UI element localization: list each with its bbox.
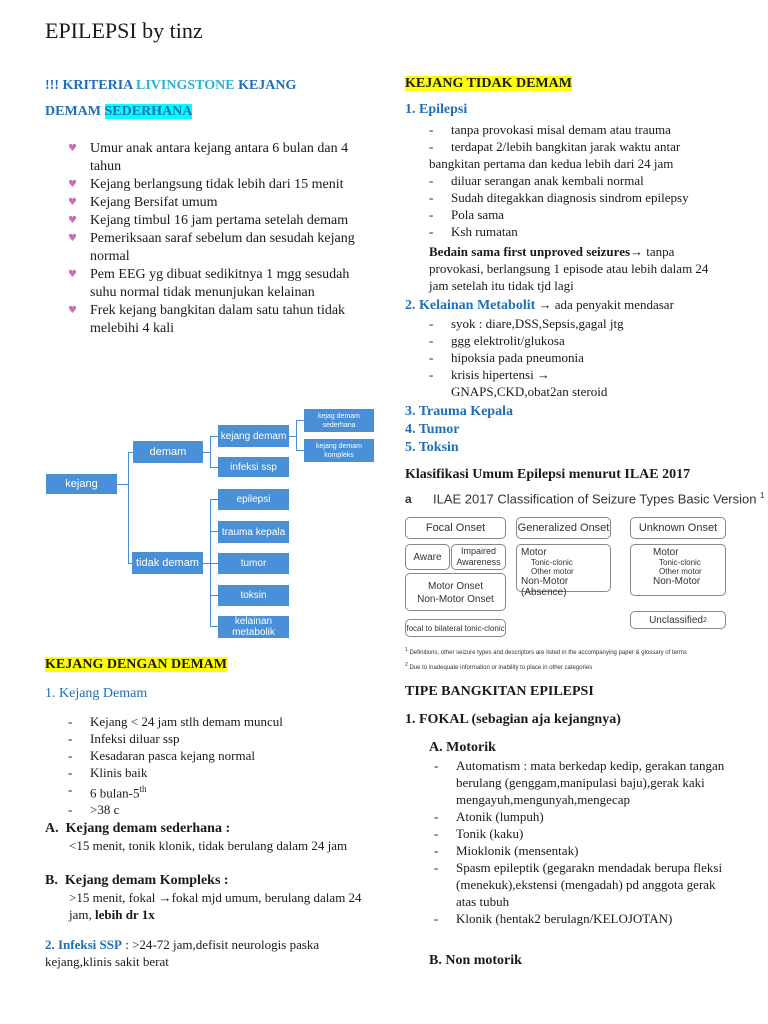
- list-item: - syok : diare,DSS,Sepsis,gagal jtg: [429, 316, 624, 331]
- list-item: ♥ Frek kejang bangkitan dalam satu tahun tidak melebihi 4 kali: [68, 303, 346, 336]
- tumor-title: 4. Tumor: [405, 422, 460, 437]
- nonmotorik-title: B. Non motorik: [429, 953, 522, 968]
- connector: [210, 436, 211, 468]
- unknown-onset-box: Unknown Onset: [630, 517, 726, 539]
- kdd-heading: KEJANG DENGAN DEMAM: [45, 657, 227, 672]
- toksin-title: 5. Toksin: [405, 440, 459, 455]
- aware-box: Aware: [405, 544, 450, 570]
- node-kejang-demam-kompleks: kejang demam kompleks: [304, 439, 374, 462]
- list-item: - 6 bulan-5th: [68, 782, 147, 801]
- ktd-heading: KEJANG TIDAK DEMAM: [405, 76, 572, 91]
- node-kelainan-metabolik: kelainan metabolik: [218, 616, 289, 638]
- kejang-demam-kompleks: B. Kejang demam Kompleks : >15 menit, fokal →fokal mjd umum, berulang dalam 24 jam, lebih dr 1x: [45, 873, 362, 922]
- node-tumor: tumor: [218, 553, 289, 574]
- heart-icon: ♥: [68, 197, 77, 208]
- node-kejang-demam: kejang demam: [218, 425, 289, 447]
- list-item: - Atonik (lumpuh): [434, 809, 544, 824]
- motor-onset-box: Motor Onset Non-Motor Onset: [405, 573, 506, 611]
- connector: [210, 626, 218, 627]
- bedain-text: Bedain sama first unproved seizures→ tanpa provokasi, berlangsung 1 episode atau lebih dalam 24 jam setelah itu tidak tjd lagi: [429, 244, 709, 293]
- generalized-detail-box: Motor Tonic-clonic Other motor Non-Motor (Absence): [516, 544, 611, 592]
- unclassified-box: Unclassified 2: [630, 611, 726, 629]
- kejang-demam-list: [68, 713, 358, 818]
- list-item: - tanpa provokasi misal demam atau trauma: [429, 122, 671, 137]
- heart-icon: ♥: [68, 269, 77, 280]
- epilepsi-title: 1. Epilepsi: [405, 102, 468, 117]
- connector: [210, 531, 218, 532]
- klasifikasi-title: Klasifikasi Umum Epilepsi menurut ILAE 2017: [405, 467, 691, 482]
- connector: [210, 436, 218, 437]
- connector: [210, 595, 218, 596]
- connector: [296, 420, 304, 421]
- tipe-heading: TIPE BANGKITAN EPILEPSI: [405, 684, 594, 699]
- footnote-1: $^1$ Definitions, other seizure types and descriptors are listed in the accompanying paper & glossary of terms: [405, 647, 687, 656]
- focal-to-bilateral-box: focal to bilateral tonic-clonic: [405, 619, 506, 637]
- impaired-awareness-box: Impaired Awareness: [451, 544, 506, 570]
- figure-title: ILAE 2017 Classification of Seizure Types Basic Version $^1$: [433, 491, 765, 507]
- list-item: - Pola sama: [429, 207, 505, 222]
- generalized-onset-box: Generalized Onset: [516, 517, 611, 539]
- node-tidak-demam: tidak demam: [132, 552, 203, 574]
- metabolit-title: 2. Kelainan Metabolit → ada penyakit mendasar: [405, 297, 674, 313]
- heart-icon: ♥: [68, 305, 77, 316]
- list-item: ♥ Kejang berlangsung tidak lebih dari 15 menit: [68, 177, 344, 192]
- page-title: EPILEPSI by tinz: [45, 18, 203, 43]
- list-item: - Infeksi diluar ssp: [68, 731, 180, 746]
- list-item: - Mioklonik (mensentak): [434, 843, 579, 858]
- node-demam: demam: [133, 441, 203, 463]
- node-infeksi-ssp: infeksi ssp: [218, 457, 289, 477]
- list-item: - Tonik (kaku): [434, 826, 524, 841]
- list-item: ♥ Pemeriksaan saraf sebelum dan sesudah kejang normal: [68, 231, 355, 264]
- list-item: - hipoksia pada pneumonia: [429, 350, 584, 365]
- criteria-list: [68, 140, 368, 338]
- connector: [210, 467, 218, 468]
- motorik-list: [434, 757, 734, 927]
- list-item: - Klinis baik: [68, 765, 148, 780]
- footnote-2: $^2$ Due to inadequate information or inability to place in other categories: [405, 662, 593, 671]
- list-item: - Sudah ditegakkan diagnosis sindrom epilepsy: [429, 190, 689, 205]
- list-item: - terdapat 2/lebih bangkitan jarak waktu antar: [429, 139, 681, 154]
- list-item: ♥ Umur anak antara kejang antara 6 bulan dan 4 tahun: [68, 141, 349, 174]
- kriteria-heading: !!! KRITERIA LIVINGSTONE KEJANG DEMAM SEDERHANA: [45, 78, 297, 119]
- heart-icon: ♥: [68, 179, 77, 190]
- node-kejang-demam-sederhana: kejag demam sederhana: [304, 409, 374, 432]
- metabolit-list: [429, 315, 719, 400]
- connector: [296, 450, 304, 451]
- list-item: ♥ Kejang timbul 16 jam pertama setelah demam: [68, 213, 349, 228]
- infeksi-ssp-section: 2. Infeksi SSP : >24-72 jam,defisit neurologis paska kejang,klinis sakit berat: [45, 937, 320, 969]
- heart-icon: ♥: [68, 143, 77, 154]
- list-item: - krisis hipertensi → GNAPS,CKD,obat2an steroid: [429, 367, 608, 399]
- node-trauma-kepala: trauma kepala: [218, 521, 289, 543]
- heart-icon: ♥: [68, 215, 77, 226]
- figure-label: a: [405, 492, 412, 506]
- unknown-detail-box: Motor Tonic-clonic Other motor Non-Motor: [630, 544, 726, 596]
- list-item: ♥ Pem EEG yg dibuat sedikitnya 1 mgg sesudah suhu normal tidak menunjukan kelainan: [68, 267, 350, 300]
- node-epilepsi: epilepsi: [218, 489, 289, 510]
- list-item: - Kejang < 24 jam stlh demam muncul: [68, 714, 283, 729]
- list-item: - diluar serangan anak kembali normal: [429, 173, 644, 188]
- trauma-title: 3. Trauma Kepala: [405, 404, 513, 419]
- node-kejang: kejang: [46, 474, 117, 494]
- fokal-title: 1. FOKAL (sebagian aja kejangnya): [405, 712, 621, 727]
- connector: [128, 452, 129, 564]
- kejang-demam-title: 1. Kejang Demam: [45, 686, 148, 701]
- node-toksin: toksin: [218, 585, 289, 606]
- heart-icon: ♥: [68, 233, 77, 244]
- list-item: - Automatism : mata berkedap kedip, gerakan tangan berulang (genggam,manipulasi baju),gerak kaki mengayuh,mengunyah,mengecap: [434, 758, 725, 807]
- list-item: - Ksh rumatan: [429, 224, 518, 239]
- epilepsi-cont: bangkitan pertama dan kedua lebih dari 24 jam: [429, 156, 674, 171]
- kejang-demam-sederhana: A. Kejang demam sederhana : <15 menit, tonik klonik, tidak berulang dalam 24 jam: [45, 821, 348, 853]
- epilepsi-list-2: [429, 172, 729, 240]
- motorik-title: A. Motorik: [429, 740, 496, 755]
- focal-onset-box: Focal Onset: [405, 517, 506, 539]
- list-item: - >38 c: [68, 802, 120, 818]
- connector: [210, 499, 218, 500]
- list-item: ♥ Kejang Bersifat umum: [68, 195, 218, 210]
- epilepsi-list: [429, 121, 729, 155]
- list-item: - Kesadaran pasca kejang normal: [68, 748, 255, 763]
- list-item: - Klonik (hentak2 berulagn/KELOJOTAN): [434, 911, 673, 926]
- connector: [210, 563, 218, 564]
- list-item: - Spasm epileptik (gegarakn mendadak berupa fleksi (menekuk),ekstensi (mengadah) pd anggota gerak atas tubuh: [434, 860, 723, 909]
- connector: [296, 420, 297, 451]
- list-item: - ggg elektrolit/glukosa: [429, 333, 565, 348]
